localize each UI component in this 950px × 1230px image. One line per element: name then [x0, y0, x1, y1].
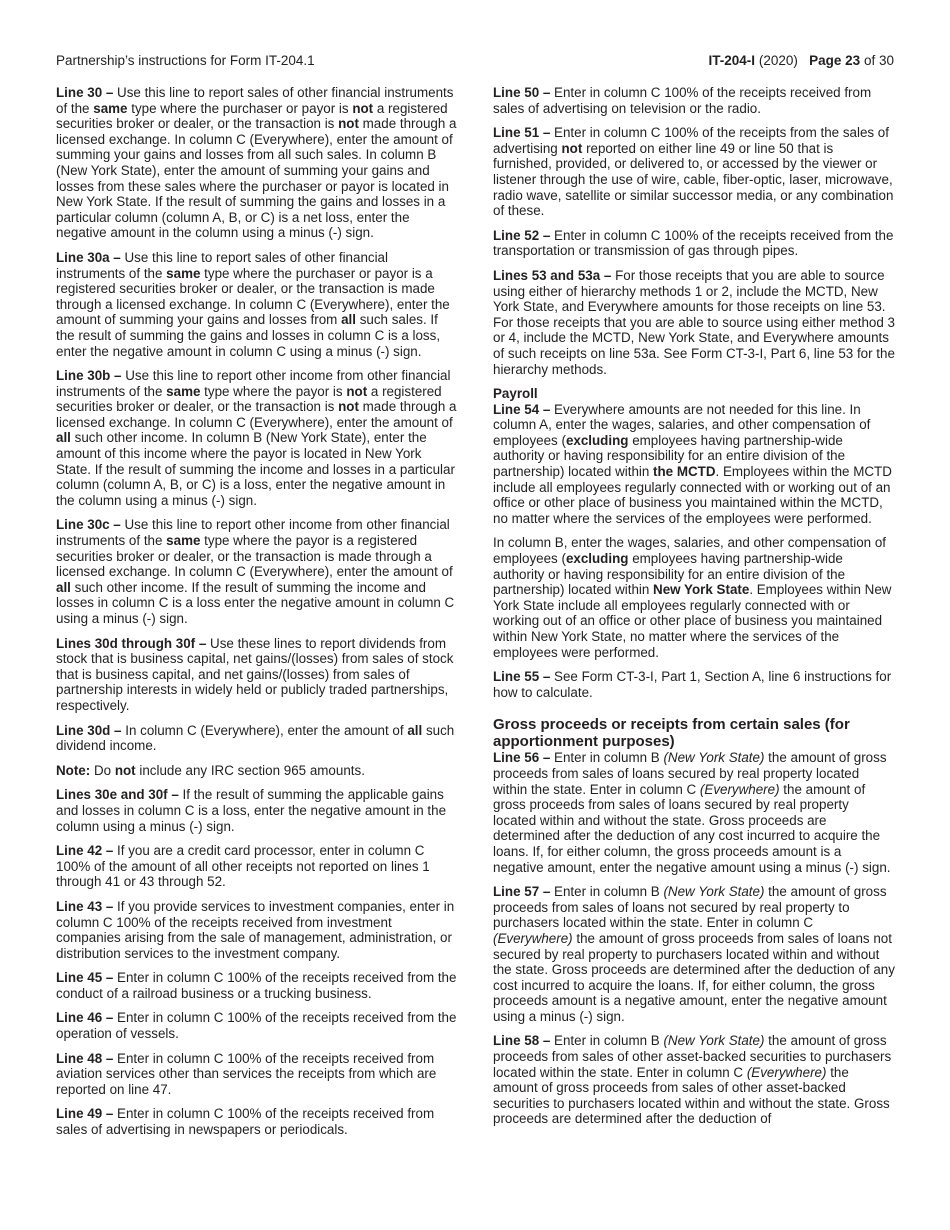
page-label: Page [809, 53, 842, 68]
line-55-instruction: Line 55 – See Form CT-3-I, Part 1, Section A, line 6 instructions for how to calculate. [493, 669, 892, 700]
form-year: (2020) [758, 53, 798, 68]
line-30b-instruction: Line 30b – Use this line to report other income from other financial instruments of the same type where the payor is not a registered securities broker or dealer, or the transaction is not made through a licensed exchange. In column C (Everywhere), enter the amount of all such other income. In column B (New York State), enter the amount of this income where the payor is located in New York State. If the result of summing the income and losses in a particular column (column A, B, or C) is a loss, enter the negative amount in the column using a minus (-) sign. [56, 368, 457, 508]
note: Note: Do not include any IRC section 965 amounts. [56, 762, 365, 778]
lines-30d-30f-instruction: Lines 30d through 30f – Use these lines to report dividends from stock that is business capital, net gains/(losses) from sales of stock that is business capital, and net gains/(losses) from sales of partnership interests in widely held or publicly traded partnerships, respectively. [56, 635, 454, 713]
running-header: Partnership’s instructions for Form IT-204.1 [56, 53, 315, 68]
line-46-instruction: Line 46 – Enter in column C 100% of the receipts received from the operation of vessels. [56, 1010, 457, 1042]
page-number: 23 [845, 53, 861, 68]
line-51-instruction: Line 51 – Enter in column C 100% of the receipts from the sales of advertising not reported on either line 49 or line 50 that is furnished, provided, or delivered to, or accessed by the viewer or listener through the use of wire, cable, fiber-optic, laser, microwave, radio wave, satellite or similar successor media, or any combination of these. [493, 125, 894, 219]
line-30-instruction: Line 30 – Use this line to report sales of other financial instruments of the same type where the purchaser or payor is not a registered securities broker or dealer, or the transaction is not made through a licensed exchange. In column C (Everywhere), enter the amount of summing your gains and losses from all such sales. In column B (New York State), enter the amount of summing your gains and losses from these sales where the purchaser or payor is located in New York State. If the result of summing the gains and losses in a particular column (column A, B, or C) is a net loss, enter the negative amount in the column using a minus (-) sign. [56, 85, 457, 241]
line-48-instruction: Line 48 – Enter in column C 100% of the receipts received from aviation services other than services the receipts from which are reported on line 47. [56, 1050, 437, 1097]
line-30d-instruction: Line 30d – In column C (Everywhere), enter the amount of all such dividend income. [56, 722, 455, 754]
form-number: IT-204-I [708, 53, 756, 68]
line-49-instruction: Line 49 – Enter in column C 100% of the receipts received from sales of advertising in newspapers or periodicals. [56, 1106, 435, 1138]
line-43-instruction: Line 43 – If you provide services to investment companies, enter in column C 100% of the receipts received from investment companies arising from the sale of management, administration, or distribution services to the investment company. [56, 898, 455, 961]
line-57-instruction: Line 57 – Enter in column B (New York State) the amount of gross proceeds from sales of loans not secured by real property to purchasers located within the state. Enter in column C (Everywhere) the amount of gross proceeds from sales of loans not secured by real property to purchasers located within and without the state. Gross proceeds are determined after the deduction of any cost incurred to acquire the loans. If, for either column, the gross proceeds amount is a negative amount, enter the negative amount using a minus (-) sign. [493, 884, 895, 1024]
left-column [56, 85, 458, 1147]
line-30c-instruction: Line 30c – Use this line to report other income from other financial instruments of the same type where the payor is a registered securities broker or dealer, or the transaction is made through a licensed exchange. In column C (Everywhere), enter the amount of all such other income. If the result of summing the income and losses in column C is a loss enter the negative amount in column C using a minus (-) sign. [56, 517, 455, 626]
line-58-instruction: Line 58 – Enter in column B (New York State) the amount of gross proceeds from sales of other asset-backed securities to purchasers located within the state. Enter in column C (Everywhere) the amount of gross proceeds from sales of other asset-backed securities to purchasers located within and without the state. Gross proceeds are determined after the deduction of [493, 1033, 892, 1127]
lines-53-53a-instruction: Lines 53 and 53a – For those receipts that you are able to source using either of hierarchy methods 1 or 2, include the MCTD, New York State, and Everywhere amounts for those receipts on line 53. For those receipts that you are able to source using either method 3 or 4, include the MCTD, New York State, and Everywhere amounts of such receipts on line 53a. See Form CT-3-I, Part 6, line 53 for the hierarchy methods. [493, 267, 895, 377]
page-total: of 30 [863, 53, 894, 68]
right-column [493, 85, 895, 1136]
line-52-instruction: Line 52 – Enter in column C 100% of the receipts received from the transportation or transmission of gas through pipes. [493, 227, 894, 259]
line-45-instruction: Line 45 – Enter in column C 100% of the receipts received from the conduct of a railroad business or a trucking business. [56, 970, 457, 1001]
line-56-instruction: Line 56 – Enter in column B (New York State) the amount of gross proceeds from sales of loans secured by real property located within the state. Enter in column C (Everywhere) the amount of gross proceeds from sales of loans secured by real property located within and without the state. Gross proceeds are determined after the deduction of any cost incurred to acquire the loans. If, for either column, the gross proceeds amount is a negative amount, enter the negative amount using a minus (-) sign. [493, 750, 891, 875]
column-b-payroll-instruction: In column B, enter the wages, salaries, and other compensation of employees (excluding employees having partnership-wide authority or having responsibility for an entire division of the partnership) located within New York State. Employees within New York State include all employees regularly connected with or working out of an office or other place of business you maintained within New York State, no matter where the services of the employees were performed. [493, 535, 892, 660]
line-50-instruction: Line 50 – Enter in column C 100% of the receipts received from sales of advertising on television or the radio. [493, 85, 872, 116]
line-30a-instruction: Line 30a – Use this line to report sales of other financial instruments of the same type where the purchaser or payor is a registered securities broker or dealer, or the transaction is made through a licensed exchange. In column C (Everywhere), enter the amount of summing your gains and losses from all such sales. If the result of summing the gains and losses in column C is a loss, enter the negative amount in column C using a minus (-) sign. [56, 249, 450, 359]
payroll-heading: Payroll [493, 386, 538, 402]
page-info [709, 53, 894, 68]
lines-30e-30f-instruction: Lines 30e and 30f – If the result of summing the applicable gains and losses in column C is a loss, enter the negative amount in the column using a minus (-) sign. [56, 787, 447, 834]
line-42-instruction: Line 42 – If you are a credit card processor, enter in column C 100% of the amount of all other receipts not reported on lines 1 through 41 or 43 through 52. [56, 843, 430, 890]
gross-proceeds-heading: Gross proceeds or receipts from certain sales (for apportionment purposes) [493, 716, 850, 751]
line-54-instruction: Line 54 – Everywhere amounts are not needed for this line. In column A, enter the wages, salaries, and other compensation of employees (excluding employees having partnership-wide authority or having responsibility for an entire division of the partnership) located within the MCTD. Employees within the MCTD include all employees regularly connected with or working out of an office or other place of business you maintained within the MCTD, no matter where the services of the employees were performed. [493, 401, 892, 526]
